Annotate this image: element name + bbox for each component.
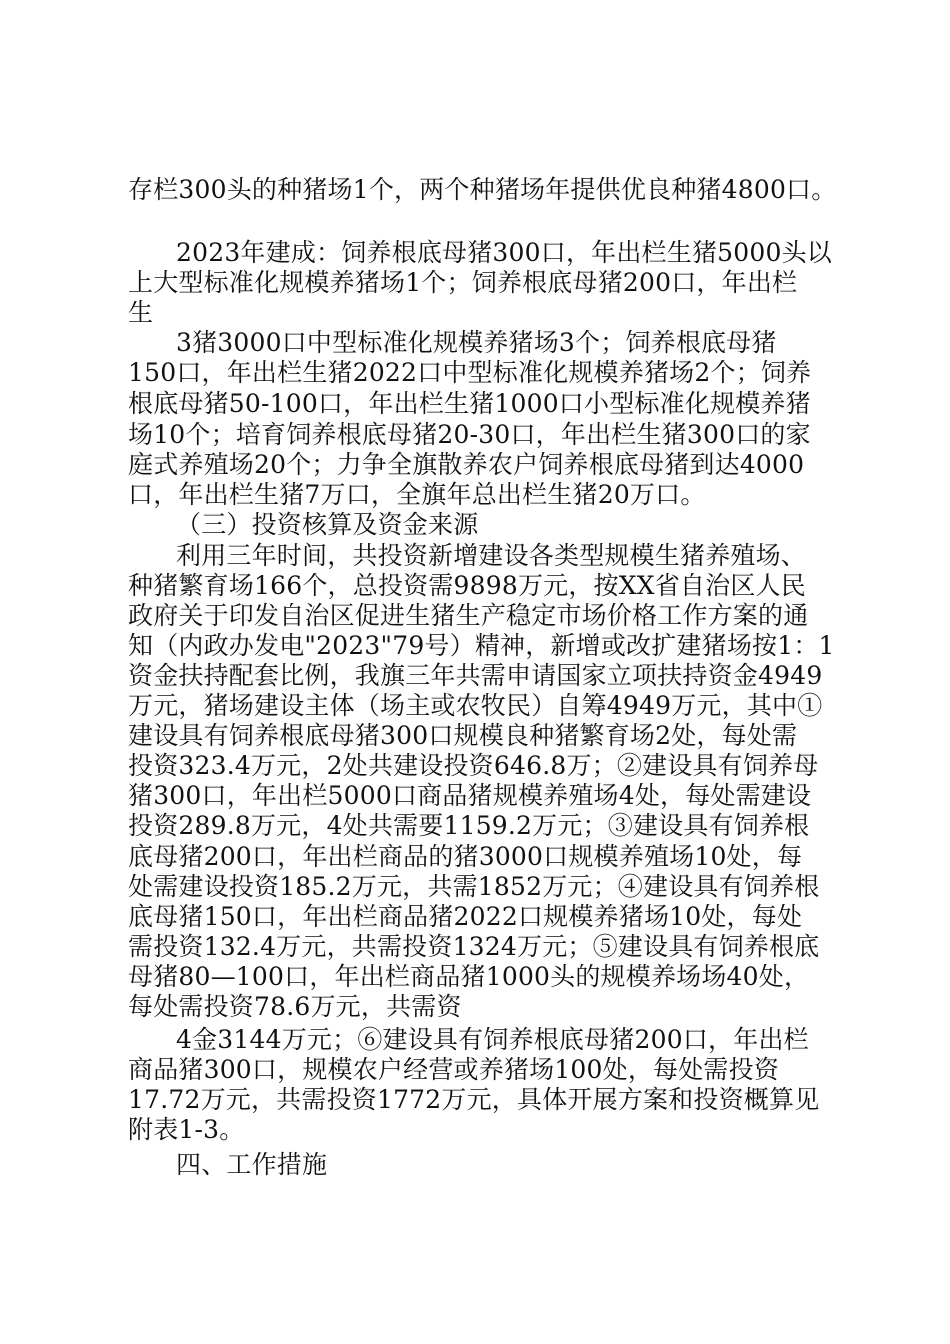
text-line: 每处需投资78.6万元，共需资: [128, 992, 462, 1021]
text-line: 母猪80—100口，年出栏商品猪1000头的规模养场场40处，: [128, 962, 810, 991]
text-line: 建设具有饲养根底母猪300口规模良种猪繁育场2处，每处需: [128, 721, 798, 750]
text-line: 投资323.4万元，2处共建设投资646.8万；②建设具有饲养母: [128, 751, 819, 780]
text-line: 根底母猪50-100口，年出栏生猪1000口小型标准化规模养猪: [128, 389, 811, 418]
text-line: 上大型标准化规模养猪场1个；饲养根底母猪200口，年出栏: [128, 268, 798, 297]
text-line: 150口，年出栏生猪2022口中型标准化规模养猪场2个；饲养: [128, 358, 812, 387]
text-line: 生: [128, 298, 154, 327]
text-line: 猪300口，年出栏5000口商品猪规模养殖场4处，每处需建设: [128, 781, 812, 810]
text-line: 存栏300头的种猪场1个，两个种猪场年提供优良种猪4800口。: [128, 175, 837, 204]
text-line: 场10个；培育饲养根底母猪20-30口，年出栏生猪300口的家: [128, 420, 811, 449]
text-line: 处需建设投资185.2万元，共需1852万元；④建设具有饲养根: [128, 872, 820, 901]
text-line: 知（内政办发电"2023"79号）精神，新增或改扩建猪场按1：1: [128, 631, 835, 660]
text-line: 底母猪150口，年出栏商品猪2022口规模养猪场10处，每处: [128, 902, 803, 931]
text-line: 附表1-3。: [128, 1115, 245, 1144]
section-heading: 四、工作措施: [176, 1150, 328, 1179]
text-line: 口，年出栏生猪7万口，全旗年总出栏生猪20万口。: [128, 480, 706, 509]
text-line: 利用三年时间，共投资新增建设各类型规模生猪养殖场、: [176, 541, 807, 570]
text-line: 17.72万元，共需投资1772万元，具体开展方案和投资概算见: [128, 1085, 820, 1114]
text-line: 需投资132.4万元，共需投资1324万元；⑤建设具有饲养根底: [128, 932, 820, 961]
text-line: 资金扶持配套比例，我旗三年共需申请国家立项扶持资金4949: [128, 661, 823, 690]
text-line: 2023年建成：饲养根底母猪300口，年出栏生猪5000头以: [176, 238, 832, 267]
text-line: 投资289.8万元，4处共需要1159.2万元；③建设具有饲养根: [128, 811, 810, 840]
text-line: 3猪3000口中型标准化规模养猪场3个；饲养根底母猪: [176, 328, 777, 357]
text-line: 4金3144万元；⑥建设具有饲养根底母猪200口，年出栏: [176, 1025, 809, 1054]
text-line: 政府关于印发自治区促进生猪生产稳定市场价格工作方案的通: [128, 601, 809, 630]
text-line: 底母猪200口，年出栏商品的猪3000口规模养殖场10处，每: [128, 842, 803, 871]
text-line: 庭式养殖场20个；力争全旗散养农户饲养根底母猪到达4000: [128, 450, 805, 479]
text-line: 种猪繁育场166个，总投资需9898万元，按XX省自治区人民: [128, 571, 806, 600]
section-heading: （三）投资核算及资金来源: [176, 510, 479, 539]
text-line: 商品猪300口，规模农户经营或养猪场100处，每处需投资: [128, 1055, 780, 1084]
text-line: 万元，猪场建设主体（场主或农牧民）自筹4949万元，其中①: [128, 691, 823, 720]
